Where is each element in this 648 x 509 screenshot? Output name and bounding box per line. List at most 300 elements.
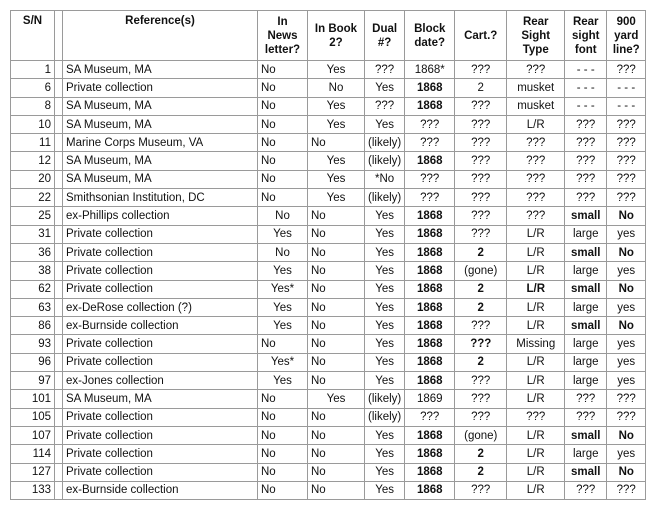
cell-sn: 38 bbox=[11, 262, 55, 280]
cell-block-date: 1868 bbox=[405, 445, 455, 463]
cell-book2: No bbox=[308, 134, 365, 152]
cell-book2: No bbox=[308, 317, 365, 335]
cell-spacer bbox=[55, 225, 63, 243]
cell-rear-sight-font: large bbox=[565, 372, 607, 390]
cell-book2: Yes bbox=[308, 390, 365, 408]
cell-900-yard-line: yes bbox=[607, 353, 646, 371]
cell-900-yard-line: No bbox=[607, 426, 646, 444]
cell-900-yard-line: yes bbox=[607, 335, 646, 353]
cell-900-yard-line: No bbox=[607, 463, 646, 481]
cell-block-date: 1868* bbox=[405, 61, 455, 79]
cell-dual: *No bbox=[365, 170, 405, 188]
cell-cart: 2 bbox=[455, 298, 507, 316]
cell-900-yard-line: No bbox=[607, 280, 646, 298]
cell-dual: Yes bbox=[365, 353, 405, 371]
cell-cart: ??? bbox=[455, 408, 507, 426]
cell-rear-sight-type: ??? bbox=[507, 61, 565, 79]
cell-reference: Private collection bbox=[63, 262, 258, 280]
cell-newsletter: No bbox=[258, 335, 308, 353]
rifle-serial-table bbox=[10, 10, 646, 500]
cell-block-date: 1868 bbox=[405, 481, 455, 499]
cell-dual: Yes bbox=[365, 243, 405, 261]
cell-dual: Yes bbox=[365, 207, 405, 225]
cell-rear-sight-font: ??? bbox=[565, 408, 607, 426]
cell-cart: 2 bbox=[455, 353, 507, 371]
cell-rear-sight-type: L/R bbox=[507, 481, 565, 499]
cell-reference: SA Museum, MA bbox=[63, 61, 258, 79]
cell-sn: 25 bbox=[11, 207, 55, 225]
cell-book2: No bbox=[308, 481, 365, 499]
cell-sn: 31 bbox=[11, 225, 55, 243]
table-row bbox=[11, 152, 646, 170]
cell-rear-sight-font: small bbox=[565, 426, 607, 444]
cell-dual: (likely) bbox=[365, 152, 405, 170]
cell-newsletter: No bbox=[258, 408, 308, 426]
header-dual: Dual #? bbox=[365, 11, 405, 61]
cell-rear-sight-type: ??? bbox=[507, 152, 565, 170]
cell-reference: SA Museum, MA bbox=[63, 115, 258, 133]
cell-newsletter: No bbox=[258, 243, 308, 261]
cell-spacer bbox=[55, 390, 63, 408]
cell-reference: Private collection bbox=[63, 445, 258, 463]
table-row bbox=[11, 170, 646, 188]
cell-block-date: 1868 bbox=[405, 79, 455, 97]
cell-block-date: 1868 bbox=[405, 280, 455, 298]
cell-rear-sight-type: L/R bbox=[507, 262, 565, 280]
cell-newsletter: No bbox=[258, 463, 308, 481]
cell-newsletter: No bbox=[258, 189, 308, 207]
header-rear-sight-type: Rear Sight Type bbox=[507, 11, 565, 61]
cell-block-date: 1868 bbox=[405, 207, 455, 225]
cell-dual: Yes bbox=[365, 372, 405, 390]
table-row bbox=[11, 207, 646, 225]
table-row bbox=[11, 408, 646, 426]
cell-book2: No bbox=[308, 207, 365, 225]
cell-sn: 12 bbox=[11, 152, 55, 170]
cell-rear-sight-type: ??? bbox=[507, 207, 565, 225]
cell-book2: No bbox=[308, 353, 365, 371]
cell-reference: Private collection bbox=[63, 335, 258, 353]
cell-sn: 133 bbox=[11, 481, 55, 499]
cell-sn: 97 bbox=[11, 372, 55, 390]
cell-newsletter: No bbox=[258, 115, 308, 133]
cell-spacer bbox=[55, 372, 63, 390]
table-row bbox=[11, 317, 646, 335]
table-row bbox=[11, 225, 646, 243]
cell-sn: 114 bbox=[11, 445, 55, 463]
cell-newsletter: No bbox=[258, 445, 308, 463]
cell-900-yard-line: No bbox=[607, 207, 646, 225]
cell-block-date: 1869 bbox=[405, 390, 455, 408]
cell-spacer bbox=[55, 79, 63, 97]
cell-dual: Yes bbox=[365, 79, 405, 97]
cell-900-yard-line: ??? bbox=[607, 170, 646, 188]
cell-dual: (likely) bbox=[365, 390, 405, 408]
cell-dual: Yes bbox=[365, 298, 405, 316]
cell-reference: ex-Burnside collection bbox=[63, 481, 258, 499]
cell-block-date: 1868 bbox=[405, 152, 455, 170]
cell-newsletter: No bbox=[258, 97, 308, 115]
cell-reference: Marine Corps Museum, VA bbox=[63, 134, 258, 152]
cell-block-date: 1868 bbox=[405, 353, 455, 371]
cell-newsletter: No bbox=[258, 152, 308, 170]
cell-book2: Yes bbox=[308, 61, 365, 79]
table-row bbox=[11, 353, 646, 371]
cell-rear-sight-font: ??? bbox=[565, 134, 607, 152]
cell-sn: 36 bbox=[11, 243, 55, 261]
cell-newsletter: Yes bbox=[258, 262, 308, 280]
table-row bbox=[11, 463, 646, 481]
cell-sn: 22 bbox=[11, 189, 55, 207]
cell-newsletter: Yes* bbox=[258, 353, 308, 371]
cell-block-date: 1868 bbox=[405, 372, 455, 390]
cell-newsletter: Yes bbox=[258, 317, 308, 335]
cell-rear-sight-font: large bbox=[565, 262, 607, 280]
cell-spacer bbox=[55, 262, 63, 280]
cell-sn: 20 bbox=[11, 170, 55, 188]
cell-block-date: 1868 bbox=[405, 225, 455, 243]
cell-900-yard-line: ??? bbox=[607, 61, 646, 79]
table-row bbox=[11, 481, 646, 499]
cell-900-yard-line: - - - bbox=[607, 97, 646, 115]
cell-900-yard-line: ??? bbox=[607, 390, 646, 408]
cell-reference: SA Museum, MA bbox=[63, 152, 258, 170]
cell-block-date: ??? bbox=[405, 134, 455, 152]
cell-rear-sight-font: - - - bbox=[565, 97, 607, 115]
cell-spacer bbox=[55, 170, 63, 188]
cell-newsletter: No bbox=[258, 79, 308, 97]
table-row bbox=[11, 426, 646, 444]
cell-newsletter: Yes bbox=[258, 372, 308, 390]
cell-900-yard-line: ??? bbox=[607, 189, 646, 207]
table-row bbox=[11, 390, 646, 408]
cell-spacer bbox=[55, 445, 63, 463]
cell-book2: Yes bbox=[308, 170, 365, 188]
cell-rear-sight-font: small bbox=[565, 463, 607, 481]
cell-rear-sight-type: L/R bbox=[507, 243, 565, 261]
cell-block-date: ??? bbox=[405, 170, 455, 188]
cell-book2: No bbox=[308, 372, 365, 390]
header-newsletter: In News letter? bbox=[258, 11, 308, 61]
cell-cart: 2 bbox=[455, 463, 507, 481]
cell-cart: ??? bbox=[455, 372, 507, 390]
cell-block-date: 1868 bbox=[405, 298, 455, 316]
table-row bbox=[11, 189, 646, 207]
cell-book2: No bbox=[308, 225, 365, 243]
cell-rear-sight-type: ??? bbox=[507, 189, 565, 207]
cell-block-date: 1868 bbox=[405, 463, 455, 481]
cell-block-date: 1868 bbox=[405, 262, 455, 280]
cell-book2: No bbox=[308, 243, 365, 261]
cell-900-yard-line: ??? bbox=[607, 152, 646, 170]
table-row bbox=[11, 372, 646, 390]
cell-rear-sight-font: large bbox=[565, 353, 607, 371]
cell-spacer bbox=[55, 298, 63, 316]
cell-reference: Private collection bbox=[63, 353, 258, 371]
cell-sn: 10 bbox=[11, 115, 55, 133]
cell-rear-sight-font: ??? bbox=[565, 481, 607, 499]
cell-spacer bbox=[55, 280, 63, 298]
cell-reference: ex-Burnside collection bbox=[63, 317, 258, 335]
cell-sn: 8 bbox=[11, 97, 55, 115]
cell-reference: SA Museum, MA bbox=[63, 390, 258, 408]
cell-dual: ??? bbox=[365, 61, 405, 79]
cell-newsletter: No bbox=[258, 170, 308, 188]
cell-900-yard-line: yes bbox=[607, 372, 646, 390]
table-row bbox=[11, 298, 646, 316]
cell-rear-sight-font: small bbox=[565, 317, 607, 335]
cell-rear-sight-type: L/R bbox=[507, 225, 565, 243]
cell-cart: ??? bbox=[455, 170, 507, 188]
cell-spacer bbox=[55, 134, 63, 152]
cell-book2: No bbox=[308, 298, 365, 316]
cell-spacer bbox=[55, 463, 63, 481]
cell-reference: Private collection bbox=[63, 225, 258, 243]
table-row bbox=[11, 115, 646, 133]
cell-reference: SA Museum, MA bbox=[63, 170, 258, 188]
cell-rear-sight-type: L/R bbox=[507, 463, 565, 481]
cell-dual: Yes bbox=[365, 463, 405, 481]
table-row bbox=[11, 134, 646, 152]
cell-sn: 63 bbox=[11, 298, 55, 316]
cell-rear-sight-type: musket bbox=[507, 79, 565, 97]
cell-reference: Smithsonian Institution, DC bbox=[63, 189, 258, 207]
cell-reference: Private collection bbox=[63, 79, 258, 97]
cell-cart: ??? bbox=[455, 134, 507, 152]
cell-spacer bbox=[55, 189, 63, 207]
cell-newsletter: No bbox=[258, 134, 308, 152]
cell-sn: 1 bbox=[11, 61, 55, 79]
cell-sn: 105 bbox=[11, 408, 55, 426]
cell-rear-sight-font: ??? bbox=[565, 189, 607, 207]
cell-rear-sight-font: ??? bbox=[565, 390, 607, 408]
cell-dual: Yes bbox=[365, 426, 405, 444]
table-row bbox=[11, 243, 646, 261]
cell-block-date: 1868 bbox=[405, 243, 455, 261]
cell-spacer bbox=[55, 481, 63, 499]
cell-book2: No bbox=[308, 262, 365, 280]
cell-book2: No bbox=[308, 426, 365, 444]
cell-block-date: ??? bbox=[405, 408, 455, 426]
cell-book2: Yes bbox=[308, 97, 365, 115]
cell-block-date: 1868 bbox=[405, 335, 455, 353]
cell-book2: No bbox=[308, 280, 365, 298]
cell-dual: Yes bbox=[365, 115, 405, 133]
cell-book2: Yes bbox=[308, 115, 365, 133]
table-body bbox=[11, 61, 646, 500]
cell-rear-sight-type: L/R bbox=[507, 115, 565, 133]
cell-spacer bbox=[55, 243, 63, 261]
cell-block-date: ??? bbox=[405, 115, 455, 133]
cell-spacer bbox=[55, 152, 63, 170]
cell-book2: No bbox=[308, 335, 365, 353]
cell-rear-sight-type: ??? bbox=[507, 134, 565, 152]
cell-reference: Private collection bbox=[63, 280, 258, 298]
cell-rear-sight-font: small bbox=[565, 243, 607, 261]
cell-spacer bbox=[55, 317, 63, 335]
cell-rear-sight-type: L/R bbox=[507, 445, 565, 463]
header-reference: Reference(s) bbox=[63, 11, 258, 61]
cell-rear-sight-font: small bbox=[565, 207, 607, 225]
cell-sn: 93 bbox=[11, 335, 55, 353]
table-row bbox=[11, 335, 646, 353]
cell-cart: ??? bbox=[455, 225, 507, 243]
cell-block-date: 1868 bbox=[405, 317, 455, 335]
cell-book2: Yes bbox=[308, 189, 365, 207]
cell-cart: ??? bbox=[455, 390, 507, 408]
cell-900-yard-line: ??? bbox=[607, 115, 646, 133]
header-spacer bbox=[55, 11, 63, 61]
cell-rear-sight-font: - - - bbox=[565, 61, 607, 79]
cell-cart: (gone) bbox=[455, 426, 507, 444]
cell-dual: Yes bbox=[365, 335, 405, 353]
cell-sn: 6 bbox=[11, 79, 55, 97]
cell-rear-sight-type: L/R bbox=[507, 317, 565, 335]
cell-rear-sight-font: large bbox=[565, 225, 607, 243]
cell-rear-sight-type: musket bbox=[507, 97, 565, 115]
cell-900-yard-line: yes bbox=[607, 445, 646, 463]
cell-rear-sight-type: L/R bbox=[507, 298, 565, 316]
header-book2: In Book 2? bbox=[308, 11, 365, 61]
cell-sn: 62 bbox=[11, 280, 55, 298]
cell-block-date: ??? bbox=[405, 189, 455, 207]
cell-spacer bbox=[55, 115, 63, 133]
cell-sn: 101 bbox=[11, 390, 55, 408]
table-row bbox=[11, 280, 646, 298]
cell-sn: 107 bbox=[11, 426, 55, 444]
cell-book2: Yes bbox=[308, 152, 365, 170]
cell-dual: (likely) bbox=[365, 408, 405, 426]
cell-rear-sight-font: ??? bbox=[565, 152, 607, 170]
cell-dual: Yes bbox=[365, 317, 405, 335]
cell-newsletter: Yes bbox=[258, 298, 308, 316]
cell-reference: ex-Jones collection bbox=[63, 372, 258, 390]
cell-spacer bbox=[55, 426, 63, 444]
cell-spacer bbox=[55, 335, 63, 353]
table-row bbox=[11, 262, 646, 280]
cell-dual: (likely) bbox=[365, 134, 405, 152]
cell-rear-sight-font: ??? bbox=[565, 170, 607, 188]
cell-cart: ??? bbox=[455, 335, 507, 353]
cell-book2: No bbox=[308, 463, 365, 481]
cell-rear-sight-type: ??? bbox=[507, 408, 565, 426]
cell-reference: Private collection bbox=[63, 243, 258, 261]
cell-cart: (gone) bbox=[455, 262, 507, 280]
cell-newsletter: Yes* bbox=[258, 280, 308, 298]
cell-900-yard-line: No bbox=[607, 243, 646, 261]
cell-reference: ex-Phillips collection bbox=[63, 207, 258, 225]
header-row bbox=[11, 11, 646, 61]
cell-newsletter: No bbox=[258, 61, 308, 79]
cell-rear-sight-font: large bbox=[565, 298, 607, 316]
cell-cart: ??? bbox=[455, 97, 507, 115]
cell-cart: 2 bbox=[455, 243, 507, 261]
cell-newsletter: No bbox=[258, 426, 308, 444]
cell-cart: 2 bbox=[455, 280, 507, 298]
cell-book2: No bbox=[308, 79, 365, 97]
cell-reference: Private collection bbox=[63, 408, 258, 426]
cell-cart: 2 bbox=[455, 79, 507, 97]
cell-cart: ??? bbox=[455, 189, 507, 207]
cell-cart: ??? bbox=[455, 115, 507, 133]
cell-rear-sight-type: L/R bbox=[507, 372, 565, 390]
cell-sn: 96 bbox=[11, 353, 55, 371]
cell-900-yard-line: yes bbox=[607, 225, 646, 243]
cell-reference: ex-DeRose collection (?) bbox=[63, 298, 258, 316]
header-block-date: Block date? bbox=[405, 11, 455, 61]
cell-cart: ??? bbox=[455, 61, 507, 79]
cell-book2: No bbox=[308, 445, 365, 463]
cell-spacer bbox=[55, 408, 63, 426]
header-cart: Cart.? bbox=[455, 11, 507, 61]
cell-reference: SA Museum, MA bbox=[63, 97, 258, 115]
cell-rear-sight-type: Missing bbox=[507, 335, 565, 353]
cell-spacer bbox=[55, 207, 63, 225]
cell-sn: 127 bbox=[11, 463, 55, 481]
cell-rear-sight-font: - - - bbox=[565, 79, 607, 97]
cell-900-yard-line: yes bbox=[607, 262, 646, 280]
table-row bbox=[11, 97, 646, 115]
cell-reference: Private collection bbox=[63, 463, 258, 481]
cell-block-date: 1868 bbox=[405, 426, 455, 444]
cell-spacer bbox=[55, 97, 63, 115]
cell-rear-sight-type: ??? bbox=[507, 170, 565, 188]
cell-block-date: 1868 bbox=[405, 97, 455, 115]
cell-dual: ??? bbox=[365, 97, 405, 115]
header-sn: S/N bbox=[11, 11, 55, 61]
cell-dual: Yes bbox=[365, 481, 405, 499]
cell-newsletter: No bbox=[258, 481, 308, 499]
cell-cart: 2 bbox=[455, 445, 507, 463]
cell-dual: Yes bbox=[365, 225, 405, 243]
cell-newsletter: No bbox=[258, 390, 308, 408]
cell-900-yard-line: - - - bbox=[607, 79, 646, 97]
cell-rear-sight-font: large bbox=[565, 335, 607, 353]
cell-rear-sight-type: L/R bbox=[507, 390, 565, 408]
cell-dual: Yes bbox=[365, 280, 405, 298]
cell-reference: Private collection bbox=[63, 426, 258, 444]
cell-newsletter: No bbox=[258, 207, 308, 225]
cell-900-yard-line: No bbox=[607, 317, 646, 335]
cell-newsletter: Yes bbox=[258, 225, 308, 243]
cell-rear-sight-font: small bbox=[565, 280, 607, 298]
cell-sn: 86 bbox=[11, 317, 55, 335]
header-900-yard-line: 900 yard line? bbox=[607, 11, 646, 61]
cell-900-yard-line: ??? bbox=[607, 481, 646, 499]
cell-spacer bbox=[55, 61, 63, 79]
cell-spacer bbox=[55, 353, 63, 371]
cell-rear-sight-type: L/R bbox=[507, 353, 565, 371]
cell-rear-sight-font: ??? bbox=[565, 115, 607, 133]
header-rear-sight-font: Rear sight font bbox=[565, 11, 607, 61]
cell-sn: 11 bbox=[11, 134, 55, 152]
cell-cart: ??? bbox=[455, 152, 507, 170]
cell-rear-sight-type: L/R bbox=[507, 426, 565, 444]
cell-cart: ??? bbox=[455, 207, 507, 225]
cell-900-yard-line: ??? bbox=[607, 134, 646, 152]
table-row bbox=[11, 445, 646, 463]
table-row bbox=[11, 61, 646, 79]
table-row bbox=[11, 79, 646, 97]
cell-cart: ??? bbox=[455, 481, 507, 499]
cell-rear-sight-font: large bbox=[565, 445, 607, 463]
cell-dual: (likely) bbox=[365, 189, 405, 207]
cell-rear-sight-type: L/R bbox=[507, 280, 565, 298]
cell-dual: Yes bbox=[365, 262, 405, 280]
cell-dual: Yes bbox=[365, 445, 405, 463]
cell-900-yard-line: yes bbox=[607, 298, 646, 316]
cell-cart: ??? bbox=[455, 317, 507, 335]
